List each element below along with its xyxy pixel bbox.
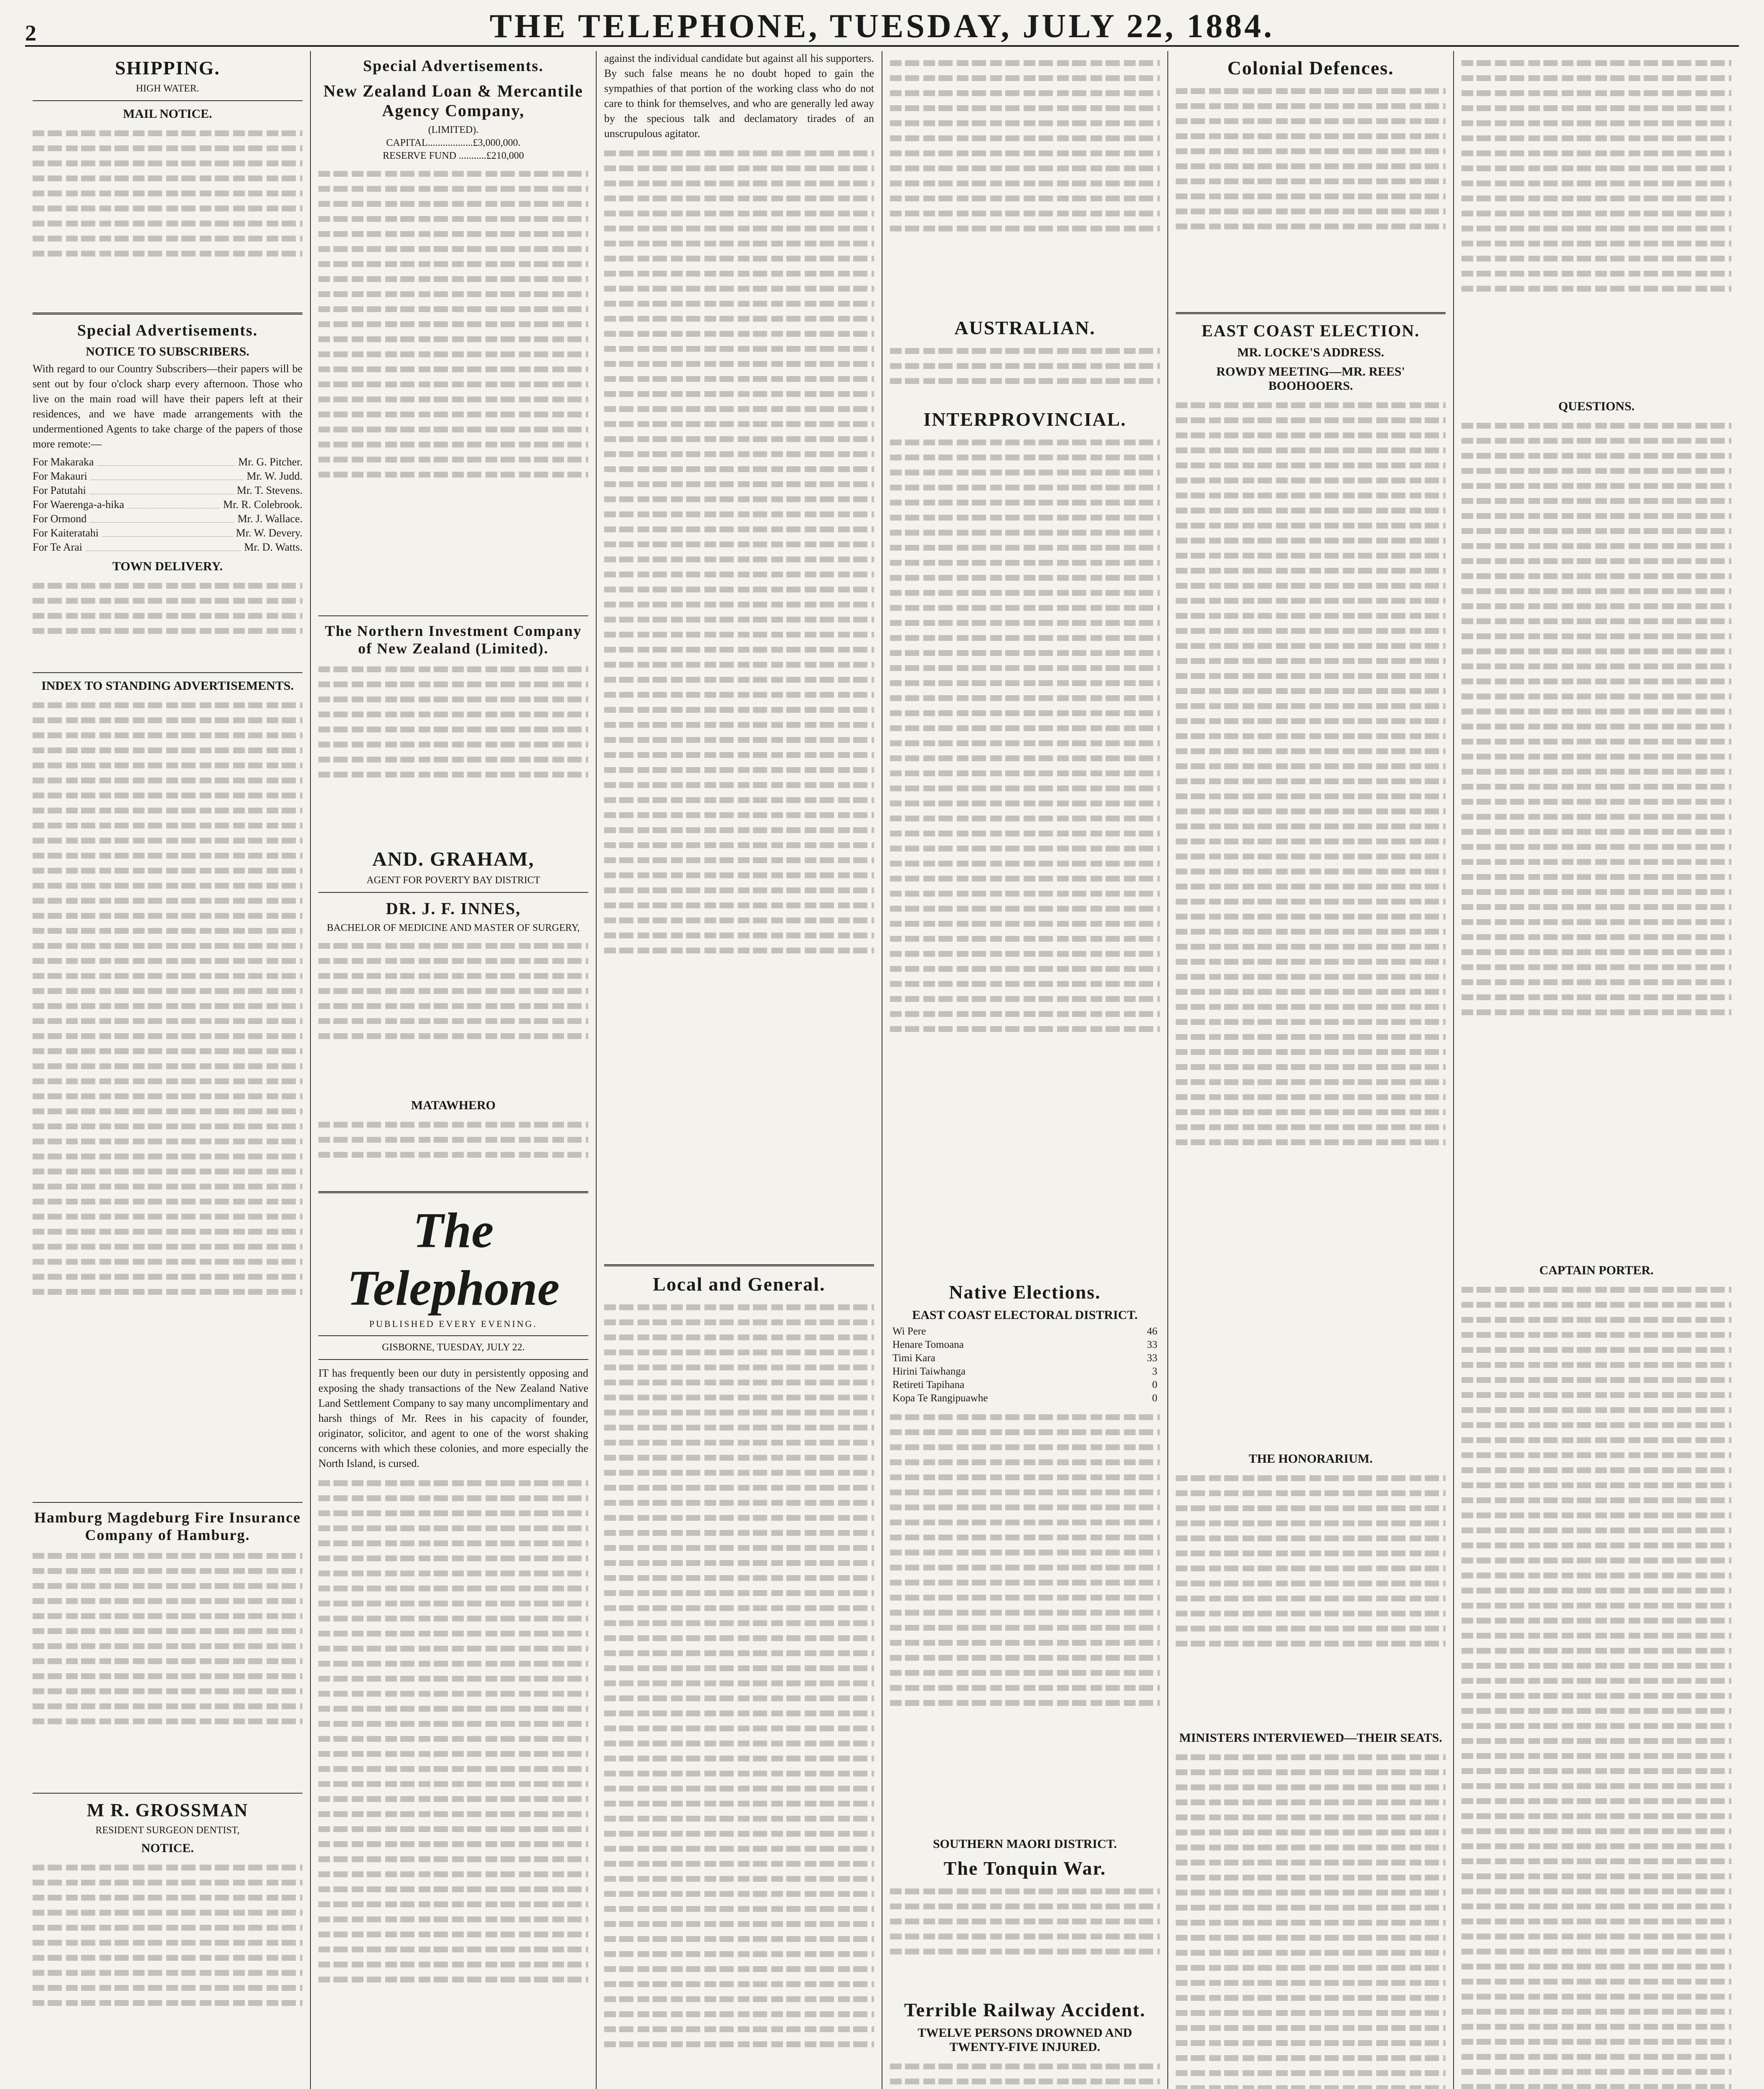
ministers-text — [1176, 1754, 1446, 2089]
mail-text-block — [33, 130, 302, 306]
hamburg-text — [33, 1553, 302, 1787]
shipping-heading: SHIPPING. — [115, 57, 220, 79]
column-4 — [882, 51, 1168, 2089]
australian-heading: AUSTRALIAN. — [954, 317, 1096, 338]
captain-porter-text — [1462, 1287, 1731, 2089]
list-item: For Makaraka Mr. G. Pitcher. — [33, 456, 302, 468]
list-item: For Patutahi Mr. T. Stevens. — [33, 484, 302, 496]
tides-heading: HIGH WATER. — [136, 83, 199, 94]
railway-heading: Terrible Railway Accident. — [904, 1999, 1146, 2020]
capital-line: CAPITAL..................£3,000,000. — [386, 137, 521, 148]
dateline: GISBORNE, TUESDAY, JULY 22. — [382, 1342, 525, 1353]
index-list — [33, 702, 302, 1496]
table-row: Kopa Te Rangipuawhe 0 — [892, 1393, 1157, 1404]
honorarium-heading: THE HONORARIUM. — [1248, 1452, 1373, 1466]
editorial-continued-body — [604, 150, 874, 1258]
grossman-heading: M R. GROSSMAN — [86, 1800, 249, 1820]
index-heading: INDEX TO STANDING ADVERTISEMENTS. — [41, 679, 294, 693]
list-item: For Te Arai Mr. D. Watts. — [33, 541, 302, 553]
meeting-report — [1176, 402, 1446, 1447]
list-item: For Ormond Mr. J. Wallace. — [33, 513, 302, 525]
divider — [33, 1502, 302, 1503]
local-general-body — [604, 1304, 874, 2089]
editorial-continued: against the individual candidate but against all his supporters. By such false means he no doubt hoped to gain the sympathies of that portion of the working class who do not care to think for themselves, and who are generally led away by the specious talk and declamatory tirades of an unscrupulous agitator. — [604, 52, 874, 140]
election-results-more — [890, 1414, 1160, 1832]
list-item: For Waerenga-a-hika Mr. R. Colebrook. — [33, 498, 302, 511]
table-row: Wi Pere 46 — [892, 1326, 1157, 1337]
interprovincial-text — [890, 440, 1160, 1275]
questions-text — [1462, 423, 1731, 1258]
divider — [1176, 312, 1446, 314]
divider — [318, 892, 588, 893]
table-row: Hirini Taiwhanga 3 — [892, 1366, 1157, 1377]
divider — [318, 1359, 588, 1360]
divider — [318, 615, 588, 616]
divider — [33, 1793, 302, 1794]
notice-subscribers-heading: NOTICE TO SUBSCRIBERS. — [86, 345, 249, 358]
table-row: Timi Kara 33 — [892, 1352, 1157, 1364]
town-delivery-heading: TOWN DELIVERY. — [112, 559, 223, 573]
column-2 — [311, 51, 597, 2089]
column-6 — [1454, 51, 1739, 2089]
native-elections-heading: Native Elections. — [949, 1281, 1101, 1303]
column-5 — [1168, 51, 1454, 2089]
colonial-defences-text — [1176, 88, 1446, 305]
notice-subscribers-text: With regard to our Country Subscribers—their papers will be sent out by four o'clock sharp every afternoon. Those who live on the main road will have their papers left at their residences, and we have made arrangements with the undermentioned Agents to take charge of the papers of those more remote:— — [33, 363, 302, 450]
logo-sub: PUBLISHED EVERY EVENING. — [369, 1319, 538, 1329]
masthead — [25, 8, 1739, 47]
table-row: Retireti Tapihana 0 — [892, 1379, 1157, 1390]
special-ads-heading-2: Special Advertisements. — [363, 57, 544, 75]
ministers-heading: MINISTERS INTERVIEWED—THEIR SEATS. — [1179, 1731, 1442, 1745]
divider — [604, 1264, 874, 1266]
northern-text — [318, 666, 588, 842]
interprovincial-heading: INTERPROVINCIAL. — [923, 409, 1126, 430]
colonial-defences-heading: Colonial Defences. — [1227, 57, 1394, 79]
nz-loan-sub: (LIMITED). — [428, 125, 479, 135]
column-1 — [25, 51, 311, 2089]
hamburg-heading: Hamburg Magdeburg Fire Insurance Company of Hamburg. — [34, 1509, 301, 1543]
town-delivery-text — [33, 583, 302, 666]
grossman-text — [33, 1865, 302, 2074]
election-results-table — [890, 1325, 1160, 1405]
innes-heading: DR. J. F. INNES, — [386, 899, 521, 918]
news-text — [890, 60, 1160, 311]
divider — [318, 1335, 588, 1336]
column-3 — [597, 51, 882, 2089]
rowdy-meeting-heading: ROWDY MEETING—MR. REES' BOOHOOERS. — [1216, 365, 1405, 393]
editorial-lead: IT has frequently been our duty in persistently opposing and exposing the shady transactions of the New Zealand Native Land Settlement Company to say many uncomplimentary and harsh things of Mr. Rees in his capacity of founder, originator, solicitor, and agent to one of the worst shaking concerns with which these colonies, and more especially the North Island, is cursed. — [318, 1367, 588, 1469]
east-coast-election-heading: EAST COAST ELECTION. — [1201, 321, 1420, 340]
list-item: For Kaiteratahi Mr. W. Devery. — [33, 527, 302, 539]
divider — [318, 1191, 588, 1193]
agents-list — [33, 455, 302, 554]
tonquin-heading: The Tonquin War. — [943, 1858, 1106, 1879]
divider — [33, 100, 302, 101]
graham-sub: AGENT FOR POVERTY BAY DISTRICT — [366, 875, 540, 886]
railway-sub: TWELVE PERSONS DROWNED AND TWENTY-FIVE INJURED. — [918, 2026, 1132, 2054]
divider — [33, 313, 302, 315]
matawhero-text — [318, 1122, 588, 1184]
innes-sub: BACHELOR OF MEDICINE AND MASTER OF SURGERY, — [327, 923, 580, 933]
report-continued — [1462, 60, 1731, 394]
mail-heading: MAIL NOTICE. — [123, 107, 212, 121]
australian-text — [890, 348, 1160, 402]
notice-heading: NOTICE. — [141, 1841, 194, 1855]
graham-heading: AND. GRAHAM, — [372, 848, 534, 870]
honorarium-text — [1176, 1475, 1446, 1726]
southern-maori-heading: SOUTHERN MAORI DISTRICT. — [933, 1837, 1117, 1851]
captain-porter-heading: CAPTAIN PORTER. — [1539, 1263, 1654, 1277]
nz-loan-text — [318, 171, 588, 610]
newspaper-logo: The Telephone — [347, 1202, 560, 1316]
divider — [33, 672, 302, 673]
east-coast-heading: EAST COAST ELECTORAL DISTRICT. — [912, 1308, 1138, 1322]
matawhero-heading: MATAWHERO — [411, 1098, 496, 1112]
northern-heading: The Northern Investment Company of New Zealand (Limited). — [325, 623, 582, 657]
page-number: 2 — [25, 20, 36, 46]
questions-heading: QUESTIONS. — [1558, 399, 1635, 413]
nz-loan-heading: New Zealand Loan & Mercantile Agency Company, — [323, 81, 583, 120]
tonquin-text — [890, 1888, 1160, 1993]
editorial-body — [318, 1480, 588, 2089]
newspaper-title: THE TELEPHONE, TUESDAY, JULY 22, 1884. — [489, 8, 1275, 45]
grossman-sub: RESIDENT SURGEON DENTIST, — [95, 1825, 240, 1836]
reserve-line: RESERVE FUND ...........£210,000 — [382, 150, 524, 161]
innes-text — [318, 943, 588, 1093]
railway-text — [890, 2064, 1160, 2089]
table-row: Henare Tomoana 33 — [892, 1339, 1157, 1350]
locke-address-heading: MR. LOCKE'S ADDRESS. — [1237, 346, 1384, 359]
columns — [25, 51, 1739, 2089]
list-item: For Makauri Mr. W. Judd. — [33, 470, 302, 482]
local-general-heading: Local and General. — [653, 1273, 826, 1295]
special-ads-heading: Special Advertisements. — [77, 322, 258, 339]
